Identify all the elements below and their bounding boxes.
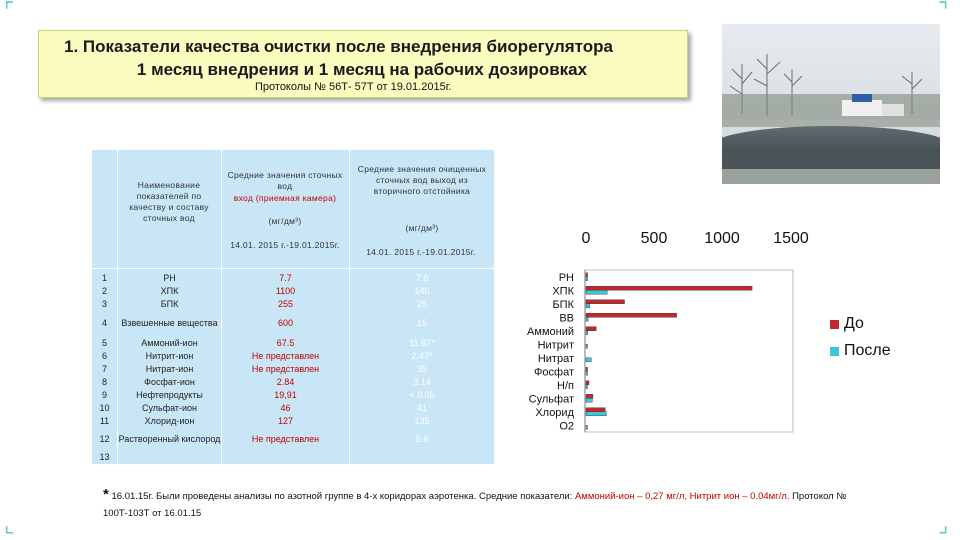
row-number: 11 [99, 415, 110, 426]
x-tick-label: 1000 [704, 230, 740, 247]
legend-after-swatch [830, 347, 839, 356]
category-label: Хлорид [535, 406, 574, 419]
row-before-value: 255 [277, 298, 294, 309]
protocol-caption: Протоколы № 56Т- 57Т от 19.01.2015г. [255, 81, 452, 93]
category-label: О2 [559, 420, 574, 433]
bar-before [586, 273, 588, 277]
row-number: 8 [101, 376, 107, 387]
bar-after [586, 317, 588, 321]
x-tick-label: 1500 [773, 230, 809, 247]
row-parameter: Фосфат-ион [144, 376, 195, 387]
legend-after-label: После [844, 342, 891, 359]
row-after-value: < 0.05 [409, 389, 435, 400]
bar-after [586, 412, 606, 416]
category-label: Сульфат [528, 393, 574, 406]
corner-top-right: ⌝ [938, 0, 949, 23]
row-before-value: Не представлен [251, 363, 320, 374]
bar-before [586, 367, 588, 371]
row-parameter: Нитрат-ион [145, 363, 194, 374]
table-divider [92, 268, 494, 269]
row-before-value: 67.5 [276, 337, 295, 348]
row-after-value: 5.6 [415, 433, 429, 444]
footnote-text: 16.01.15г. Были проведены анализы по азотной группе в 4-х коридорах аэротенка. Средние показатели: [111, 491, 575, 502]
bar-before [586, 286, 752, 290]
row-parameter: Аммоний-ион [141, 337, 198, 348]
category-label: Нитрат [537, 352, 574, 365]
row-number: 1 [101, 272, 107, 283]
row-after-value: 7.6 [415, 272, 429, 283]
row-number: 7 [101, 363, 107, 374]
header-before-title: Средние значения сточных вод [227, 170, 343, 191]
row-number: 12 [99, 433, 110, 444]
row-parameter: Хлорид-ион [144, 415, 195, 426]
row-parameter: PH [163, 272, 176, 283]
row-number: 6 [101, 350, 107, 361]
corner-bottom-right: ⌟ [938, 512, 949, 537]
row-before-value: 1100 [275, 285, 296, 296]
corner-top-left: ⌜ [4, 0, 15, 23]
row-after-value: 11.87* [409, 337, 435, 348]
header-before-inlet: вход (приемная камера) [233, 193, 337, 203]
bar-after [586, 385, 588, 389]
category-label: ХПК [552, 285, 574, 298]
x-tick-label: 0 [581, 230, 591, 247]
row-number: 10 [99, 402, 110, 413]
category-label: PH [558, 271, 574, 284]
treatment-plant-photo [722, 24, 940, 184]
row-parameter: Нитрит-ион [145, 350, 194, 361]
row-after-value: 140 [414, 285, 430, 296]
row-after-value [350, 452, 494, 463]
category-label: Н/п [557, 379, 574, 392]
x-tick-label: 500 [640, 230, 668, 247]
bar-after [586, 358, 591, 362]
bar-after [586, 344, 588, 348]
bar-after [586, 331, 588, 335]
row-before-value: Не представлен [251, 433, 320, 444]
bar-before [586, 313, 677, 317]
header-after-period: 14.01. 2015 г.-19.01.2015г. [366, 247, 476, 257]
category-label: ВВ [559, 312, 574, 325]
row-parameter: ХПК [160, 285, 179, 296]
row-after-value: 2.47* [411, 350, 433, 361]
bar-after [586, 398, 592, 402]
row-parameter: Взвешенные вещества [121, 317, 218, 328]
header-before-unit: (мг/дм³) [268, 216, 302, 226]
row-parameter: Сульфат-ион [141, 402, 198, 413]
row-before-value [222, 452, 349, 463]
row-number: 5 [101, 337, 107, 348]
category-label: БПК [552, 298, 574, 311]
row-before-value: 127 [277, 415, 294, 426]
row-parameter: Нефтепродукты [136, 389, 203, 400]
row-after-value: 15 [416, 317, 427, 328]
header-after-unit: (мг/дм³) [405, 223, 439, 233]
bar-after [586, 425, 588, 429]
bar-before [586, 394, 593, 398]
row-number: 13 [99, 452, 110, 462]
row-parameter: БПК [160, 298, 179, 309]
bar-before [586, 381, 589, 385]
category-label: Аммоний [527, 325, 574, 338]
header-before-period: 14.01. 2015 г.-19.01.2015г. [230, 240, 340, 250]
bar-before [586, 327, 596, 331]
footnote-protocol: Протокол № 100Т-103Т от 16.01.15 [103, 491, 847, 519]
row-number: 4 [101, 317, 107, 328]
bar-before [586, 408, 605, 412]
slide-title-line2: 1 месяц внедрения и 1 месяц на рабочих дозировках [136, 60, 588, 79]
category-label: Нитрит [537, 339, 574, 352]
row-number: 3 [101, 298, 107, 309]
footnote [103, 486, 863, 522]
header-name: Наименование показателей по качеству и составу сточных вод [129, 180, 209, 223]
legend-before-swatch [830, 320, 839, 329]
corner-bottom-left: ⌞ [4, 512, 15, 537]
header-after-title: Средние значения очищенных сточных вод выход из вторичного отстойника [357, 164, 487, 196]
slide-title-line1: 1. Показатели качества очистки после внедрения биорегулятора [64, 37, 614, 56]
row-number: 9 [101, 389, 107, 400]
plot-area [585, 270, 793, 432]
bar-after [586, 277, 588, 281]
row-before-value: 7.7 [279, 272, 292, 283]
row-parameter: Растворенный кислород [118, 433, 221, 444]
bar-after [586, 290, 607, 294]
row-before-value: 46 [280, 402, 291, 413]
row-before-value: 19,91 [274, 389, 297, 400]
row-after-value: 41 [416, 402, 427, 413]
footnote-star: * [103, 486, 109, 503]
row-after-value: 35 [416, 363, 427, 374]
row-parameter [118, 452, 221, 463]
row-before-value: 2.84 [276, 376, 295, 387]
row-after-value: 3.14 [413, 376, 431, 387]
legend-before-label: До [844, 315, 864, 332]
row-before-value: Не представлен [251, 350, 320, 361]
row-before-value: 600 [277, 317, 294, 328]
row-number: 2 [101, 285, 107, 296]
category-label: Фосфат [534, 366, 574, 379]
bar-before [586, 300, 625, 304]
bar-after [586, 371, 588, 375]
bar-after [586, 304, 590, 308]
row-after-value: 25 [416, 298, 427, 309]
footnote-highlight: Аммоний-ион – 0,27 мг/л, Нитрит ион – 0.04мг/л. [574, 491, 790, 502]
row-after-value: 135 [414, 415, 430, 426]
